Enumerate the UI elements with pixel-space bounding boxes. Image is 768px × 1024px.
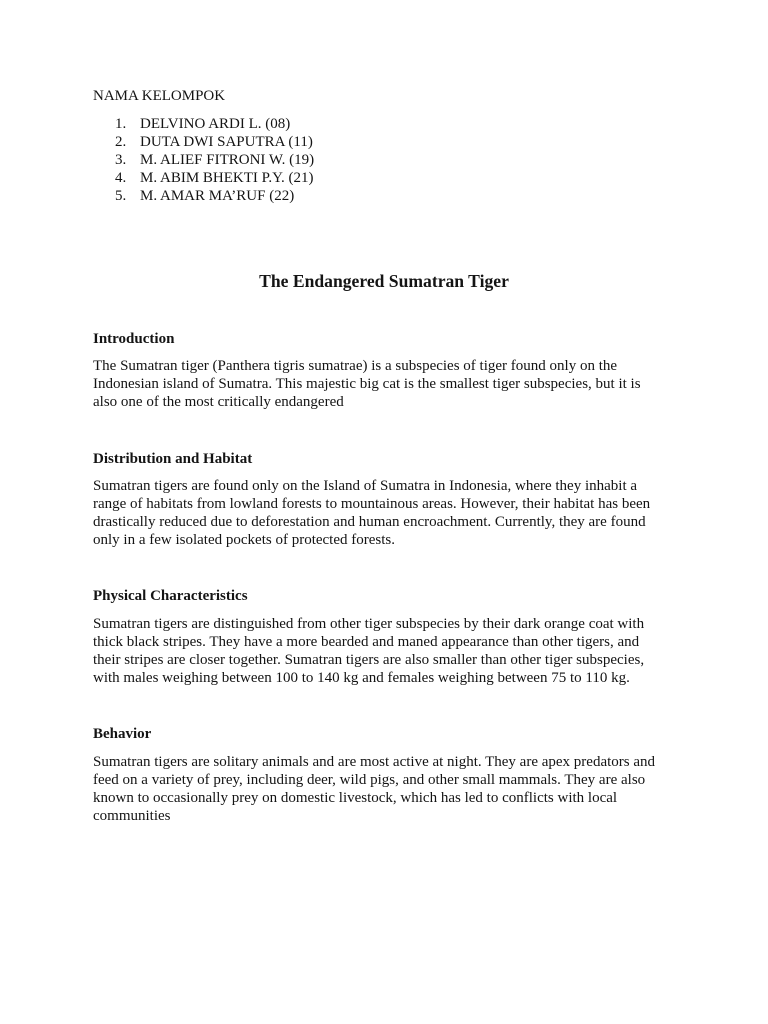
paragraph-line: feed on a variety of prey, including deer, wild pigs, and other small mammals. They are also (93, 772, 646, 788)
paragraph-line: Sumatran tigers are solitary animals and are most active at night. They are apex predators and (93, 754, 656, 770)
paragraph-behavior (93, 753, 655, 825)
paragraph-line: only in a few isolated pockets of protected forests. (93, 532, 395, 548)
paragraph-line: range of habitats from lowland forests to mountainous areas. However, their habitat has been (93, 496, 651, 512)
paragraph-line: thick black stripes. They have a more bearded and maned appearance than other tigers, and (93, 634, 640, 650)
document-title: The Endangered Sumatran Tiger (259, 271, 509, 291)
paragraph-line: known to occasionally prey on domestic livestock, which has led to conflicts with local (93, 790, 618, 806)
group-heading: NAMA KELOMPOK (93, 88, 226, 104)
section-heading-physical: Physical Characteristics (93, 588, 248, 604)
member-list (115, 115, 515, 205)
paragraph-line: with males weighing between 100 to 140 kg and females weighing between 75 to 110 kg. (93, 670, 630, 686)
paragraph-line: their stripes are closer together. Sumatran tigers are also smaller than other tiger subspecies, (93, 652, 645, 668)
paragraph-line: Indonesian island of Sumatra. This majestic big cat is the smallest tiger subspecies, but it is (93, 376, 641, 392)
paragraph-introduction (93, 357, 641, 411)
paragraph-line: also one of the most critically endangered (93, 394, 344, 410)
member-item (115, 187, 515, 205)
section-heading-introduction: Introduction (93, 331, 175, 347)
paragraph-distribution (93, 477, 650, 549)
member-item (115, 115, 515, 133)
member-name: DUTA DWI SAPUTRA (11) (140, 134, 313, 150)
member-name: M. AMAR MA’RUF (22) (140, 188, 295, 204)
member-number: 4. (115, 170, 127, 186)
member-name: M. ALIEF FITRONI W. (19) (140, 152, 315, 168)
member-item (115, 169, 515, 187)
paragraph-line: Sumatran tigers are distinguished from other tiger subspecies by their dark orange coat with (93, 616, 645, 632)
paragraph-line: communities (93, 808, 171, 824)
member-number: 3. (115, 152, 127, 168)
section-heading-behavior: Behavior (93, 726, 152, 742)
member-item (115, 133, 515, 151)
paragraph-line: The Sumatran tiger (Panthera tigris sumatrae) is a subspecies of tiger found only on the (93, 358, 618, 374)
paragraph-line: drastically reduced due to deforestation and human encroachment. Currently, they are found (93, 514, 646, 530)
member-number: 1. (115, 116, 127, 132)
paragraph-line: Sumatran tigers are found only on the Island of Sumatra in Indonesia, where they inhabit a (93, 478, 638, 494)
paragraph-physical (93, 615, 644, 687)
section-heading-distribution: Distribution and Habitat (93, 451, 253, 467)
member-item (115, 151, 515, 169)
member-number: 5. (115, 188, 127, 204)
member-number: 2. (115, 134, 127, 150)
member-name: M. ABIM BHEKTI P.Y. (21) (140, 170, 314, 186)
member-name: DELVINO ARDI L. (08) (140, 116, 291, 132)
